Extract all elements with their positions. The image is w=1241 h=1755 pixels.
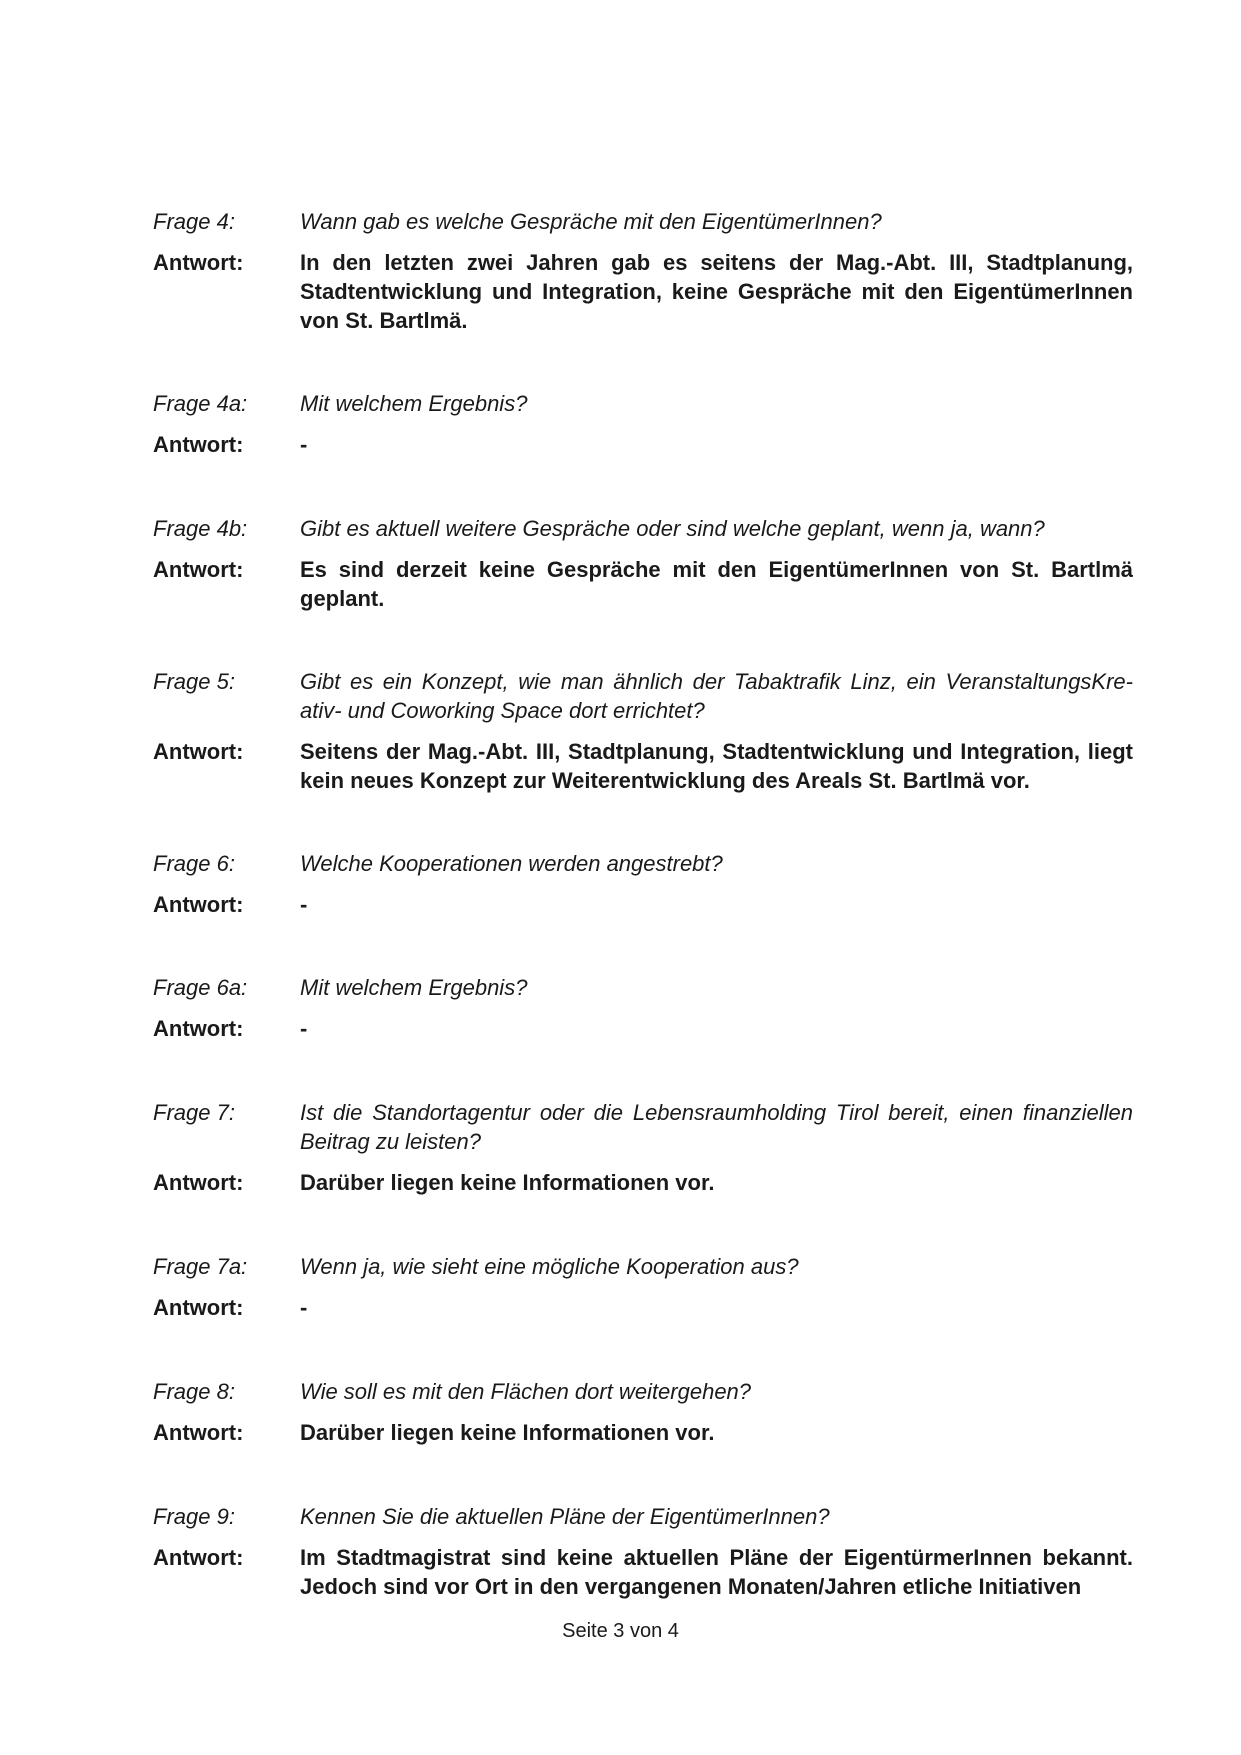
question-label: Frage 4: bbox=[153, 209, 235, 234]
question-text: Wenn ja, wie sieht eine mögliche Kooperation aus? bbox=[300, 1254, 799, 1279]
answer-text: Seitens der Mag.-Abt. III, Stadtplanung, Stadtentwicklung und Integration, liegt kein neues Konzept zur Weiterentwicklung des Areals St. Bartlmä vor. bbox=[300, 739, 1133, 793]
answer-text: Im Stadtmagistrat sind keine aktuellen Pläne der EigentürmerInnen bekannt. Jedoch sind vor Ort in den vergangenen Monaten/Jahren etliche Initiativen bbox=[300, 1545, 1133, 1599]
question-label: Frage 4b: bbox=[153, 516, 248, 541]
question-row bbox=[153, 514, 1133, 543]
answer-label: Antwort: bbox=[153, 1016, 244, 1041]
question-row bbox=[153, 973, 1133, 1002]
answer-text: - bbox=[300, 1295, 308, 1320]
answer-row bbox=[153, 1014, 1133, 1043]
qa-block-7a bbox=[153, 1252, 1133, 1322]
answer-row bbox=[153, 890, 1133, 919]
question-text: Kennen Sie die aktuellen Pläne der EigentümerInnen? bbox=[300, 1504, 830, 1529]
answer-label: Antwort: bbox=[153, 1170, 244, 1195]
question-label: Frage 5: bbox=[153, 669, 235, 694]
question-label: Frage 7a: bbox=[153, 1254, 248, 1279]
qa-block-6a bbox=[153, 973, 1133, 1043]
question-label: Frage 6: bbox=[153, 851, 235, 876]
question-text: Gibt es aktuell weitere Gespräche oder sind welche geplant, wenn ja, wann? bbox=[300, 516, 1045, 541]
question-row bbox=[153, 207, 1133, 236]
question-row bbox=[153, 1502, 1133, 1531]
question-text: Mit welchem Ergebnis? bbox=[300, 391, 528, 416]
question-label: Frage 6a: bbox=[153, 975, 248, 1000]
question-label: Frage 4a: bbox=[153, 391, 248, 416]
answer-row bbox=[153, 1293, 1133, 1322]
answer-label: Antwort: bbox=[153, 250, 244, 275]
question-row bbox=[153, 849, 1133, 878]
answer-text: - bbox=[300, 432, 308, 457]
answer-label: Antwort: bbox=[153, 892, 244, 917]
question-row bbox=[153, 667, 1133, 725]
answer-label: Antwort: bbox=[153, 1420, 244, 1445]
question-row bbox=[153, 1252, 1133, 1281]
answer-row bbox=[153, 737, 1133, 795]
question-label: Frage 7: bbox=[153, 1100, 235, 1125]
question-row bbox=[153, 1377, 1133, 1406]
question-row bbox=[153, 1098, 1133, 1156]
answer-label: Antwort: bbox=[153, 1295, 244, 1320]
question-text: Wann gab es welche Gespräche mit den EigentümerInnen? bbox=[300, 209, 882, 234]
question-text: Mit welchem Ergebnis? bbox=[300, 975, 528, 1000]
answer-label: Antwort: bbox=[153, 432, 244, 457]
answer-text: - bbox=[300, 1016, 308, 1041]
qa-block-8 bbox=[153, 1377, 1133, 1447]
answer-row bbox=[153, 555, 1133, 613]
question-text: Ist die Standortagentur oder die Lebensraumholding Tirol bereit, einen finanziellen Beitrag zu leisten? bbox=[300, 1100, 1133, 1154]
page-number-footer: Seite 3 von 4 bbox=[562, 1620, 679, 1642]
qa-block-7 bbox=[153, 1098, 1133, 1197]
question-text: Welche Kooperationen werden angestrebt? bbox=[300, 851, 723, 876]
qa-block-4b bbox=[153, 514, 1133, 613]
qa-block-9 bbox=[153, 1502, 1133, 1601]
answer-text: Es sind derzeit keine Gespräche mit den EigentümerInnen von St. Bartlmä geplant. bbox=[300, 557, 1133, 611]
answer-text: Darüber liegen keine Informationen vor. bbox=[300, 1420, 715, 1445]
qa-block-5 bbox=[153, 667, 1133, 795]
question-label: Frage 8: bbox=[153, 1379, 235, 1404]
question-label: Frage 9: bbox=[153, 1504, 235, 1529]
qa-block-4 bbox=[153, 207, 1133, 335]
answer-row bbox=[153, 1543, 1133, 1601]
question-text: Wie soll es mit den Flächen dort weitergehen? bbox=[300, 1379, 752, 1404]
answer-row bbox=[153, 248, 1133, 335]
answer-row bbox=[153, 1168, 1133, 1197]
answer-label: Antwort: bbox=[153, 557, 244, 582]
answer-row bbox=[153, 430, 1133, 459]
question-text: Gibt es ein Konzept, wie man ähnlich der Tabaktrafik Linz, ein VeranstaltungsKre-ativ- und Coworking Space dort errichtet? bbox=[300, 669, 1133, 723]
answer-label: Antwort: bbox=[153, 739, 244, 764]
answer-label: Antwort: bbox=[153, 1545, 244, 1570]
qa-block-4a bbox=[153, 389, 1133, 459]
answer-row bbox=[153, 1418, 1133, 1447]
answer-text: Darüber liegen keine Informationen vor. bbox=[300, 1170, 715, 1195]
answer-text: - bbox=[300, 892, 308, 917]
qa-block-6 bbox=[153, 849, 1133, 919]
question-row bbox=[153, 389, 1133, 418]
answer-text: In den letzten zwei Jahren gab es seitens der Mag.-Abt. III, Stadtplanung, Stadtentwicklung und Integration, keine Gespräche mit den EigentümerInnen von St. Bartlmä. bbox=[300, 250, 1133, 333]
